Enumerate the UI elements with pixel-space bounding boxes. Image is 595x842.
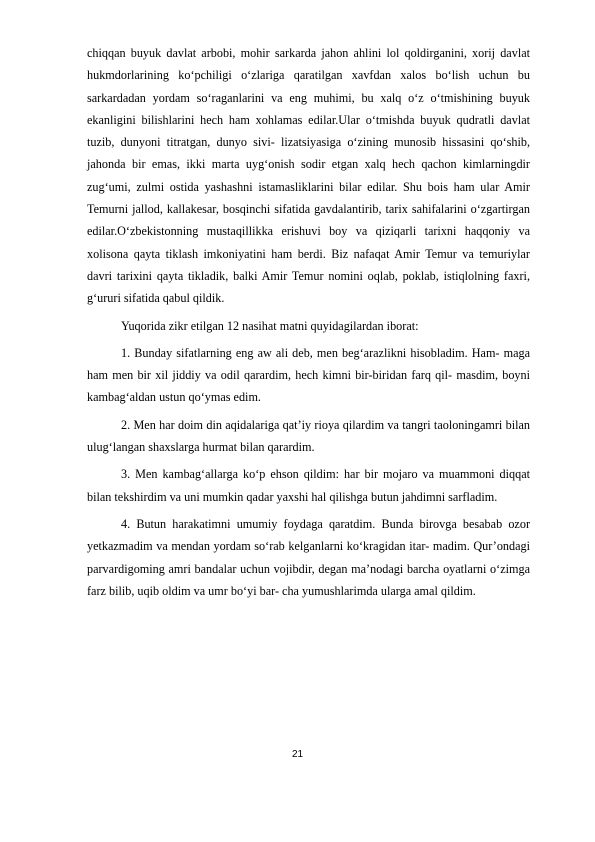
paragraph-continuation: chiqqan buyuk davlat arbobi, mohir sarkarda jahon ahlini lol qoldirganini, xorij davlat hukmdorlarining ko‘pchiligi o‘zlariga qaratilgan xavfdan xalos bo‘lish uchun bu sarkardadan yordam so‘raganlarini va eng muhimi, bu xalq o‘z o‘tmishining buyuk ekanligini bilishlarini hech ham xohlamas edilar.Ular o‘tmishda buyuk qudratli davlat tuzib, dunyoni titratgan, dunyo sivi- lizatsiyasiga o‘zining munosib hissasini qo‘shib, jahonda bir emas, ikki marta uyg‘onish sodir etgan xalq hech qachon kimlarningdir zug‘umi, zulmi ostida yashashni istamasliklarini bilar edilar. Shu bois ham ular Amir Temurni jallod, kallakesar, bosqinchi sifatida gavdalantirib, tarix sahifalarini o‘zgartirgan edilar.O‘zbekistonning mustaqillikka erishuvi boy va qiziqarli tarixni haqqoniy va xolisona qayta tiklash imkoniyatini ham berdi. Biz nafaqat Amir Temur va temuriylar davri tarixini qayta tikladik, balki Amir Temur nomini oqlab, poklab, istiqlolning faxri, g‘ururi sifatida qabul qildik. (87, 46, 530, 306)
paragraph-intro: Yuqorida zikr etilgan 12 nasihat matni quyidagilardan iborat: (121, 318, 419, 333)
paragraph-item-3: 3. Men kambag‘allarga ko‘p ehson qildim: har bir mojaro va muammoni diqqat bilan tekshirdim va uni mumkin qadar yaxshi hal qilishga butun jahdimni sarfladim. (87, 467, 530, 504)
page-number: 21 (291, 749, 304, 760)
paragraph-item-1: 1. Bunday sifatlarning eng aw ali deb, men beg‘arazlikni hisobladim. Ham- maga ham men bir xil jiddiy va odil qarardim, hech kimni bir-biridan farq qil- masdim, boyni kambag‘aldan ustun qo‘ymas edim. (87, 345, 530, 405)
document-body (87, 42, 530, 602)
paragraph-item-4: 4. Butun harakatimni umumiy foydaga qaratdim. Bunda birovga besabab ozor yetkazmadim va mendan yordam so‘rab kelganlarni ko‘kragidan itar- madim. Qur’ondagi parvardigoming amri bandalar uchun vojibdir, degan ma’nodagi barcha oyatlarni o‘zimga farz bilib, uqib oldim va umr bo‘yi bar- cha yumushlarimda ularga amal qildim. (87, 516, 530, 598)
paragraph-item-2: 2. Men har doim din aqidalariga qat’iy rioya qilardim va tangri taoloningamri bilan ulug‘langan shaxslarga hurmat bilan qarardim. (87, 417, 530, 455)
